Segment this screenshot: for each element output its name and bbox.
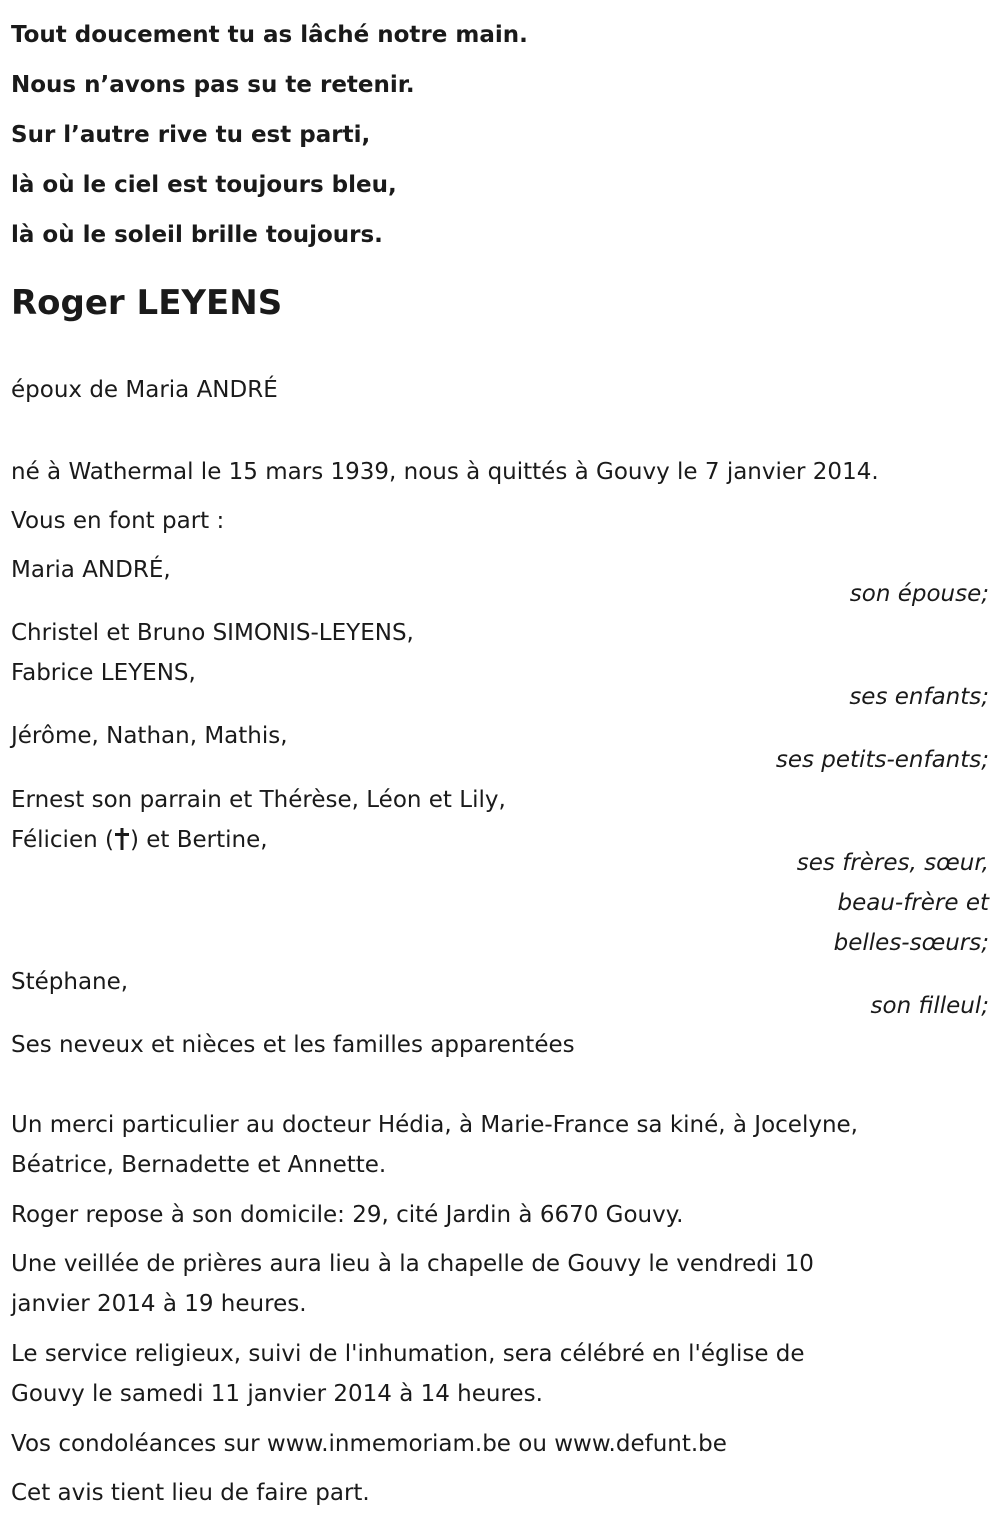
- family-grandchildren-relation: ses petits-enfants;: [775, 747, 989, 773]
- rest-location: Roger repose à son domicile: 29, cité Jardin à 6670 Gouvy.: [11, 1202, 684, 1228]
- family-siblings-name-line: [11, 820, 268, 860]
- family-others: Ses neveux et nièces et les familles apparentées: [11, 1032, 575, 1058]
- service-line: Le service religieux, suivi de l'inhumation, sera célébré en l'église de: [11, 1341, 805, 1367]
- sibling-name-part: ) et Bertine,: [129, 827, 268, 853]
- poem-line: Sur l’autre rive tu est parti,: [11, 122, 371, 148]
- poem: [11, 10, 981, 260]
- family-child-name: Christel et Bruno SIMONIS-LEYENS,: [11, 620, 414, 646]
- family-siblings-relation: belles-sœurs;: [833, 930, 989, 956]
- announcement-intro: Vous en font part :: [11, 508, 225, 534]
- family-spouse-relation: son épouse;: [849, 581, 989, 607]
- family-spouse-name: Maria ANDRÉ,: [11, 557, 171, 583]
- family-siblings-relation: beau-frère et: [837, 890, 989, 916]
- poem-line: Tout doucement tu as lâché notre main.: [11, 22, 528, 48]
- family-children-relation: ses enfants;: [849, 684, 989, 710]
- poem-line: là où le soleil brille toujours.: [11, 222, 383, 248]
- family-godson-relation: son filleul;: [870, 993, 989, 1019]
- family-siblings-relation: ses frères, sœur,: [796, 850, 989, 876]
- vigil-line: janvier 2014 à 19 heures.: [11, 1291, 307, 1317]
- spouse-line: époux de Maria ANDRÉ: [11, 377, 278, 403]
- family-child-name: Fabrice LEYENS,: [11, 660, 196, 686]
- poem-line: Nous n’avons pas su te retenir.: [11, 72, 415, 98]
- vigil-line: Une veillée de prières aura lieu à la chapelle de Gouvy le vendredi 10: [11, 1251, 814, 1277]
- closing-line: Cet avis tient lieu de faire part.: [11, 1480, 370, 1506]
- deceased-name: Roger LEYENS: [11, 283, 283, 323]
- family-godson-name: Stéphane,: [11, 969, 129, 995]
- sibling-name-part: Félicien (: [11, 827, 114, 853]
- birth-death-line: né à Wathermal le 15 mars 1939, nous à quittés à Gouvy le 7 janvier 2014.: [11, 459, 879, 485]
- family-grandchildren-names: Jérôme, Nathan, Mathis,: [11, 723, 288, 749]
- thanks-line: Un merci particulier au docteur Hédia, à Marie-France sa kiné, à Jocelyne,: [11, 1112, 858, 1138]
- poem-line: là où le ciel est toujours bleu,: [11, 172, 397, 198]
- family-siblings-name: Ernest son parrain et Thérèse, Léon et Lily,: [11, 787, 506, 813]
- thanks-line: Béatrice, Bernadette et Annette.: [11, 1152, 387, 1178]
- condolences-line: Vos condoléances sur www.inmemoriam.be ou www.defunt.be: [11, 1431, 727, 1457]
- cross-icon: [115, 828, 129, 850]
- service-line: Gouvy le samedi 11 janvier 2014 à 14 heures.: [11, 1381, 543, 1407]
